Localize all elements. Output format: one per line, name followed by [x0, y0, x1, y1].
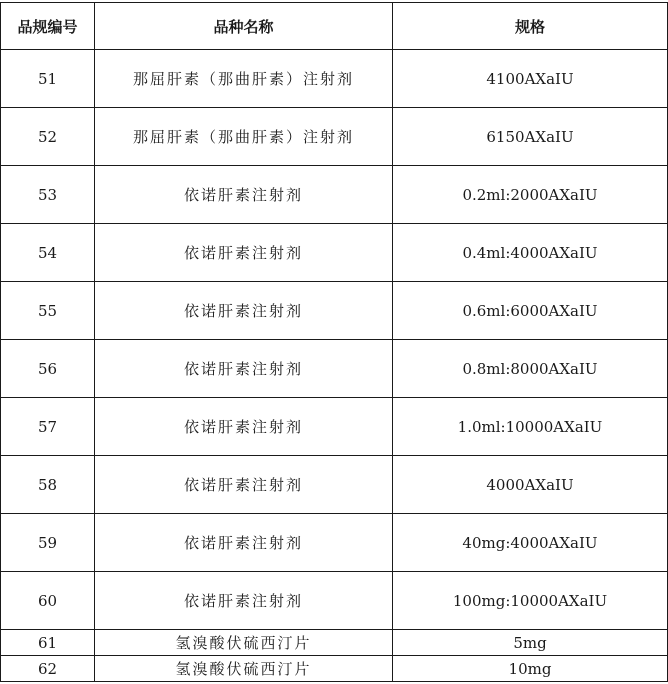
cell-name: 依诺肝素注射剂 — [95, 456, 393, 514]
table-row — [1, 656, 668, 682]
cell-name: 那屈肝素（那曲肝素）注射剂 — [95, 50, 393, 108]
cell-spec: 10mg — [393, 656, 668, 682]
drug-spec-table — [0, 2, 668, 682]
cell-name: 依诺肝素注射剂 — [95, 166, 393, 224]
cell-name: 依诺肝素注射剂 — [95, 224, 393, 282]
header-spec: 规格 — [393, 3, 668, 50]
cell-name: 依诺肝素注射剂 — [95, 340, 393, 398]
cell-code: 56 — [1, 340, 95, 398]
cell-spec: 40mg:4000AXaIU — [393, 514, 668, 572]
cell-spec: 0.8ml:8000AXaIU — [393, 340, 668, 398]
cell-spec: 1.0ml:10000AXaIU — [393, 398, 668, 456]
cell-code: 59 — [1, 514, 95, 572]
cell-name: 依诺肝素注射剂 — [95, 572, 393, 630]
cell-code: 61 — [1, 630, 95, 656]
cell-code: 60 — [1, 572, 95, 630]
cell-code: 55 — [1, 282, 95, 340]
table-row — [1, 572, 668, 630]
cell-spec: 0.6ml:6000AXaIU — [393, 282, 668, 340]
table-row — [1, 108, 668, 166]
cell-code: 53 — [1, 166, 95, 224]
cell-name: 那屈肝素（那曲肝素）注射剂 — [95, 108, 393, 166]
cell-spec: 100mg:10000AXaIU — [393, 572, 668, 630]
cell-name: 依诺肝素注射剂 — [95, 398, 393, 456]
cell-spec: 4100AXaIU — [393, 50, 668, 108]
cell-spec: 6150AXaIU — [393, 108, 668, 166]
table-row — [1, 50, 668, 108]
table-row — [1, 340, 668, 398]
cell-spec: 4000AXaIU — [393, 456, 668, 514]
table-row — [1, 630, 668, 656]
cell-code: 62 — [1, 656, 95, 682]
cell-spec: 0.4ml:4000AXaIU — [393, 224, 668, 282]
table-row — [1, 282, 668, 340]
cell-code: 51 — [1, 50, 95, 108]
table-row — [1, 456, 668, 514]
cell-name: 依诺肝素注射剂 — [95, 282, 393, 340]
header-code: 品规编号 — [1, 3, 95, 50]
header-name: 品种名称 — [95, 3, 393, 50]
table-row — [1, 514, 668, 572]
table-row — [1, 166, 668, 224]
cell-name: 依诺肝素注射剂 — [95, 514, 393, 572]
cell-spec: 0.2ml:2000AXaIU — [393, 166, 668, 224]
cell-code: 54 — [1, 224, 95, 282]
cell-name: 氢溴酸伏硫西汀片 — [95, 630, 393, 656]
cell-code: 57 — [1, 398, 95, 456]
cell-name: 氢溴酸伏硫西汀片 — [95, 656, 393, 682]
table-row — [1, 398, 668, 456]
cell-code: 58 — [1, 456, 95, 514]
table-header-row — [1, 3, 668, 50]
cell-spec: 5mg — [393, 630, 668, 656]
table-row — [1, 224, 668, 282]
cell-code: 52 — [1, 108, 95, 166]
